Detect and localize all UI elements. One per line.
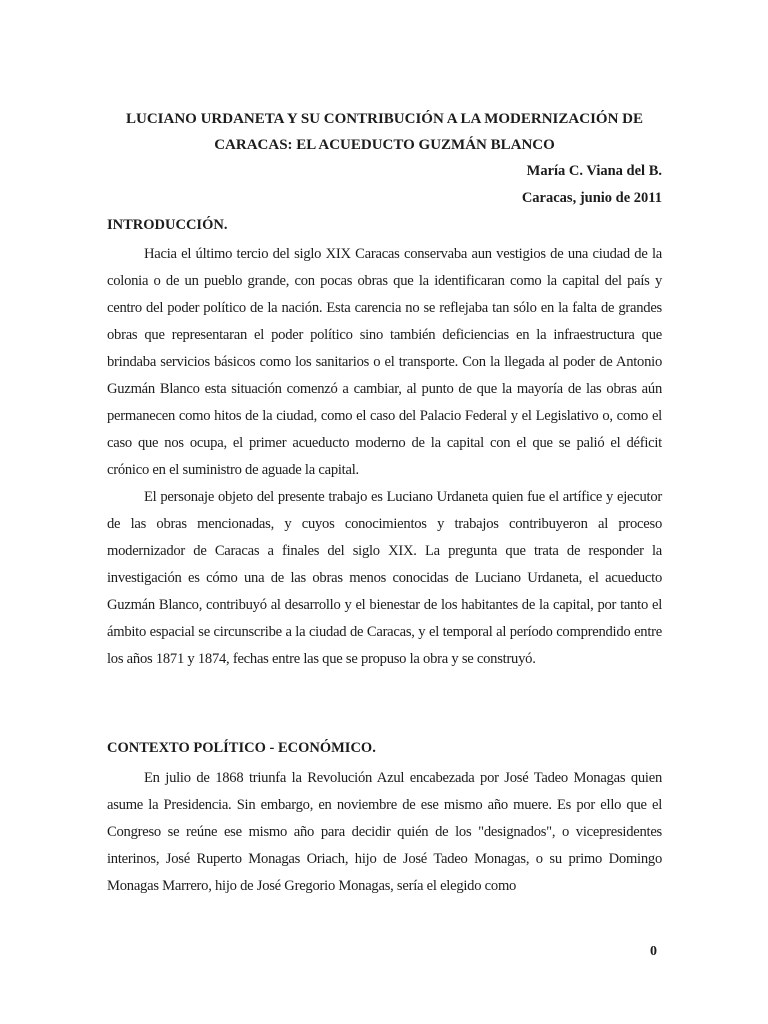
title-line-2: CARACAS: EL ACUEDUCTO GUZMÁN BLANCO — [214, 137, 555, 153]
section-heading-introduccion: INTRODUCCIÓN. — [107, 217, 228, 233]
paragraph: Hacia el último tercio del siglo XIX Caracas conservaba aun vestigios de una ciudad de la colonia o de un pueblo grande, con pocas obras que la identificaran como la capital del país y centro del poder político de la nación. Esta carencia no se reflejaba tan sólo en la falta de grandes obras que representaran el poder político sino también deficiencias en la infraestructura que brindaba servicios básicos como los sanitarios o el transporte. Con la llegada al poder de Antonio Guzmán Blanco esta situación comenzó a cambiar, al punto de que la mayoría de las obras aún permanecen como hitos de la ciudad, como el caso del Palacio Federal y el Legislativo o, como el caso que nos ocupa, el primer acueducto moderno de la capital con el que se palió el déficit crónico en el suministro de aguade la capital. — [107, 246, 662, 478]
section-heading-contexto: CONTEXTO POLÍTICO - ECONÓMICO. — [107, 740, 376, 756]
author-name: María C. Viana del B. — [526, 163, 662, 179]
paragraph: El personaje objeto del presente trabajo es Luciano Urdaneta quien fue el artífice y ejecutor de las obras mencionadas, y cuyos conocimientos y trabajos contribuyeron al proceso modernizador de Caracas a finales del siglo XIX. La pregunta que trata de responder la investigación es cómo una de las obras menos conocidas de Luciano Urdaneta, el acueducto Guzmán Blanco, contribuyó al desarrollo y el bienestar de los habitantes de la capital, por tanto el ámbito espacial se circunscribe a la ciudad de Caracas, y el temporal al período comprendido entre los años 1871 y 1874, fechas entre las que se propuso la obra y se construyó. — [107, 489, 662, 667]
page-number: 0 — [650, 944, 657, 959]
document-title — [107, 106, 662, 158]
paragraph: En julio de 1868 triunfa la Revolución Azul encabezada por José Tadeo Monagas quien asume la Presidencia. Sin embargo, en noviembre de ese mismo año muere. Es por ello que el Congreso se reúne ese mismo año para decidir quién de los "designados", o vicepresidentes interinos, José Ruperto Monagas Oriach, hijo de José Tadeo Monagas, o su primo Domingo Monagas Marrero, hijo de José Gregorio Monagas, sería el elegido como — [107, 770, 662, 894]
section-body-introduccion — [107, 241, 662, 673]
document-page — [107, 0, 662, 1024]
place-date: Caracas, junio de 2011 — [521, 190, 662, 206]
title-line-1: LUCIANO URDANETA Y SU CONTRIBUCIÓN A LA MODERNIZACIÓN DE — [125, 111, 643, 127]
section-body-contexto — [107, 765, 662, 900]
